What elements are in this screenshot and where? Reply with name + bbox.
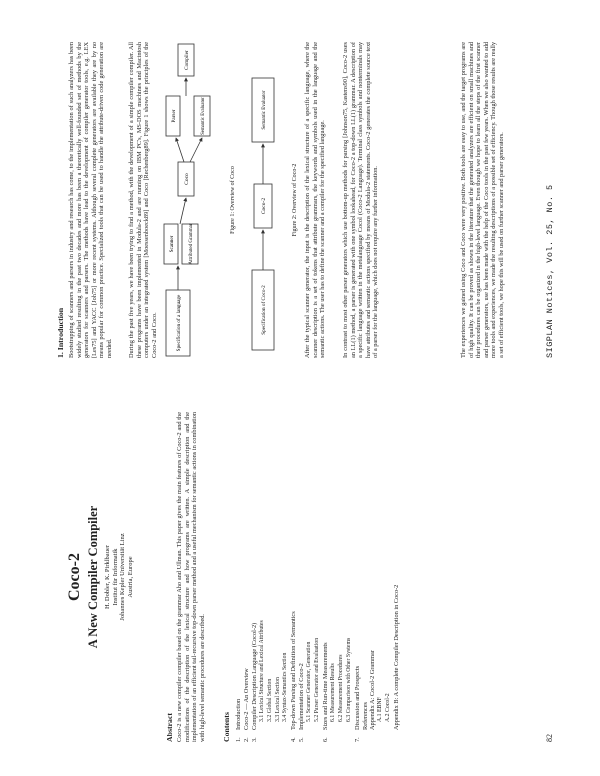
fig1-label: Attributed Grammar [189,223,194,265]
toc-entry [306,412,314,742]
toc-entry-label: 3.2 Global Section [266,678,273,722]
toc-entry [354,412,362,742]
paper-subtitle: A New Compiler Compiler [86,505,100,649]
toc-entry [338,412,346,742]
toc-entry-number: 4. [290,737,298,742]
fig2-label: Semantic Evaluator [262,90,267,130]
toc-entry-label: 3.1 Lexical Structure and Lexical Attributes [258,620,265,722]
toc-entry-label: A.2 Cocol-2 [385,693,392,722]
toc-entry [267,412,275,742]
toc-entry [251,412,259,742]
toc-entry-number: 1. [235,737,242,742]
toc-entry [314,412,322,742]
abstract-heading: Abstract [165,712,174,742]
toc-entry-label: Implementation of Coco-2 [298,663,306,730]
abstract-text: Coco-2 is a new compiler compiler based on the grammar Aho and Ullman. This paper gives the main features of Coco-2 and the modifications of the description of the lexical structure and how programs are written. A simple description and the implementation of an efficient tail-recursive top-down parser method and a useful mechanism for semantic actions in combination with high-level semantic procedures are described. [176,412,206,742]
toc-entry-label: Discussion and Prospects [353,665,361,730]
toc-entry [346,412,354,742]
author-line: Institut für Informatik [111,548,119,606]
author-line: Johannes Kepler Universität Linz [119,533,126,621]
body-paragraph: After the typical scanner generator, the input is the description of the lexical structure of a specific language, where the scanner description is a set of tokens that attribute grammars, the keywords and symbols used in the language and the semantic actions. The user has to define the scanner and a compiler for the specified language. [304,42,327,358]
toc-entry-label: Appendix A: Cocol-2 Grammar [369,650,377,730]
toc-entry-label: 5.2 Parser Generator and Evaluation [314,637,321,722]
fig1-label: Scanner [169,235,175,253]
toc-entry [362,412,370,742]
toc-entry-label: A.1 EBNF [377,697,384,722]
author-line: Austria, Europe [126,556,134,598]
toc-entry-number: 7. [353,737,361,742]
author-block [104,412,134,742]
intro-paragraph: Bootstrapping of scanners and parsers in industry and research has come, to the implementation of such analyzers has been widely studied resulting in the past two decades and more has been a theoretically well-founded set of methods by the generators for scanners and parsers. The methods have lead to the development of compiler generator tools, e.g. LEX [Les75] and YACC [Joh75] or more recent systems. Although several complete generators are available they are by no means popular for common practice. Specialized tools that can be used to handle the attribute-driven code generation are needed. [68,42,113,358]
introduction-heading: 1. Introduction [56,307,65,358]
toc-entry-label: 5.1 Scanner Generator, Generation [306,641,313,722]
toc-entry-label: Coco-2 — An Overview [242,668,250,730]
contents-heading: Contents [222,712,231,742]
toc-entry [377,412,385,742]
toc-entry-number: 5. [298,737,306,742]
toc-entry-number: 6. [321,737,329,742]
toc-entry [282,412,290,742]
toc-entry-label: Introduction [235,698,242,730]
toc-entry [369,412,377,742]
toc-entry-label: 6.2 Measurement Procedures [337,654,344,722]
toc-entry-number: 3. [250,737,258,742]
toc-entry [298,412,306,742]
figure-1-caption: Figure 1: Overview of Coco [230,166,236,234]
toc-entry-label: 6.1 Measurement Results [329,663,336,722]
toc-entry-label: 6.3 Comparison with Other Systems [345,637,352,722]
toc-entry [259,412,267,742]
toc-entry-label: Appendix B: A complete Compiler Description in Coco-2 [393,584,401,730]
toc-entry [322,412,330,742]
page-number: 82 [545,734,554,742]
figure-1-diagram [160,42,226,358]
toc-entry [330,412,338,742]
toc-entry-number: 2. [242,737,250,742]
fig1-label: Specification of a language [176,294,182,352]
figure-2-caption: Figure 2: Overview of Coco-2 [292,163,298,237]
toc-entry [393,412,401,742]
toc-entry [290,412,298,742]
fig1-label: Compiler [184,50,190,70]
rotated-page [20,34,555,742]
fig2-label: Specification of Coco-2 [261,285,267,335]
journal-footer: SIGPLAN Notices, Vol. 25, No. 5 [545,184,555,358]
fig1-label: Semantic Evaluator [201,97,206,135]
figure-2-diagram [240,42,288,358]
toc-entry-label: 3.3 Lexical Section [274,677,281,722]
intro-paragraph: During the past five years, we have been trying to find a method, with the development of a simple compiler compiler. All these programs have been implemented in Modula-2 and are running on IBM PC's, MS-DOS machines and Macintosh computers under an integrated system [Moessenboeck89] and Coco [Rechenberg89]. Figure 1 shows the principles of the Coco-2 and Coco. [128,42,158,358]
table-of-contents [235,412,401,742]
fig1-label: Parser [171,109,177,123]
author-line: H. Dobler, K. Pirklbauer [104,545,111,610]
toc-entry [385,412,393,742]
toc-entry-label: Top-down Parsing and Definition of Semantics [290,611,298,730]
toc-entry [275,412,283,742]
toc-entry [243,412,251,742]
body-paragraph: In contrast to most other parser generators which use bottom-up methods for parsing [Johnson75, Kastens90], Coco-2 uses an LL(1) method, a parser is generated with one symbol lookahead, for Coco-2 a top-down LL(1) grammar. A description of a specific language written in the metalanguage Cocol (Coco-2 Language). Terminal class symbols and nonterminals may have attributes and semantic actions specified by means of Modula-2 statements. Coco-2 generates the complete source text of a parser for the language, which does not require any further information. [342,42,380,358]
toc-entry-label: References [361,702,369,730]
toc-entry [235,412,243,742]
fig2-label: Coco-2 [261,197,267,215]
paper-title: Coco-2 [66,553,83,601]
body-paragraph: The experiences we gained using Coco and Coco were very positive. Both tools are easy to use, and the target programs are of high quality. It can be proved as shown in the literature that the generated analyzers are efficient on small machines and their procedures can be organized in the high-level language. Even though we hope to learn all the steps of the first scanner and parser generators, use has been made with the help of the Coco tools in the past few years. When we also wanted to add more tools and experiences, we made the resulting descriptions of a possible set of efficiency. Though those results are really a set of efficient tools, we hope this will be used on further scanner and parser generators. [460,42,505,358]
toc-entry-label: Sizes and Run-time Measurements [321,642,329,730]
toc-entry-label: Compiler Description Language (Cocol-2) [250,622,258,730]
fig1-label: Coco [184,173,190,185]
toc-entry-label: 3.4 Syntax-Semantics Section [282,652,289,722]
